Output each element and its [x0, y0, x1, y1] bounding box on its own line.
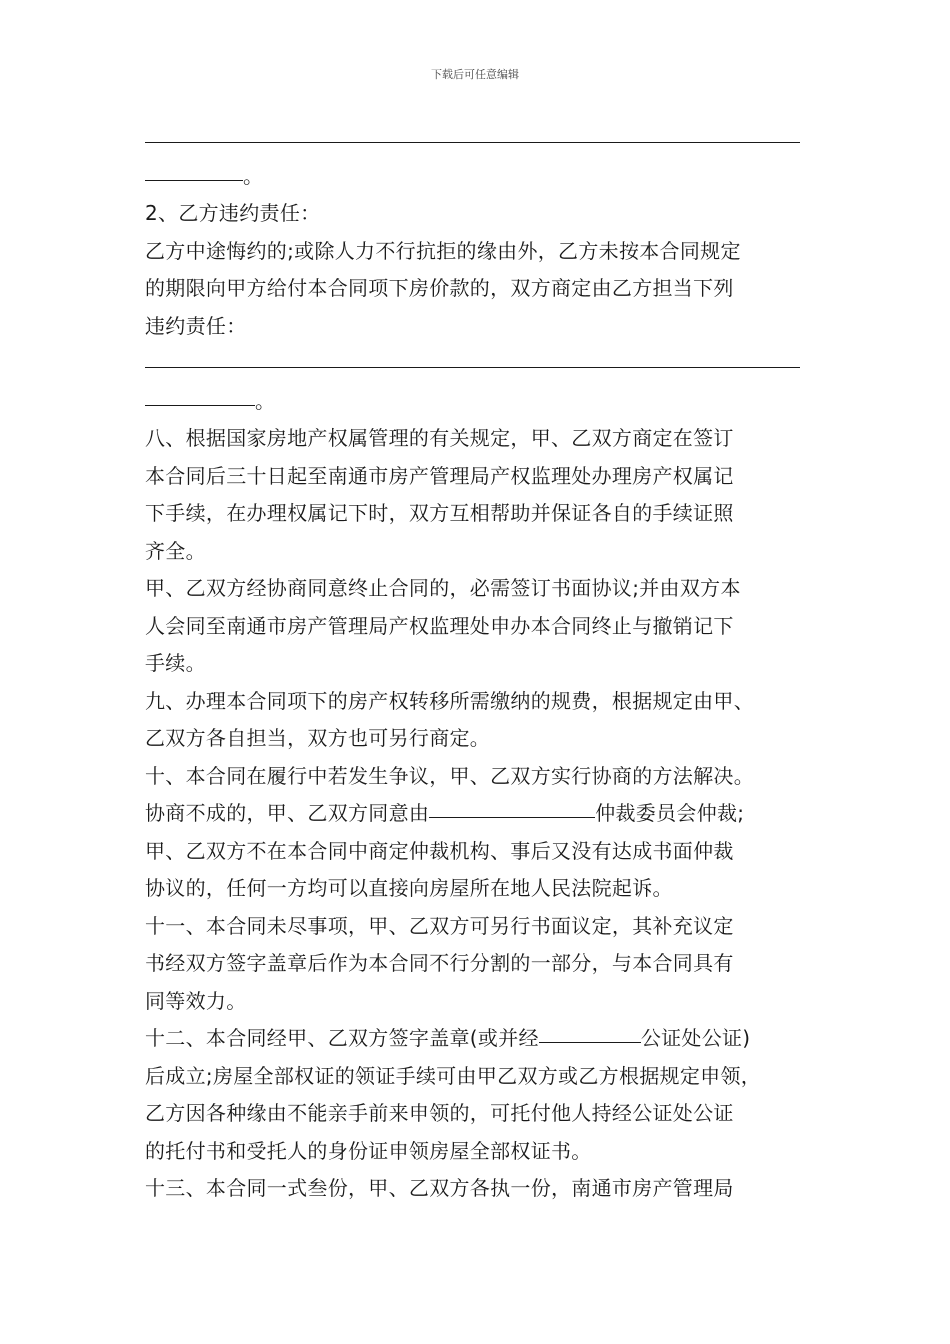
fill-blank — [145, 122, 800, 143]
fill-blank — [145, 160, 243, 181]
text-line: 下手续，在办理权属记下时，双方互相帮助并保证各自的手续证照 — [145, 501, 734, 525]
contract-body — [145, 120, 815, 1208]
text-line: 甲、乙双方不在本合同中商定仲裁机构、事后又没有达成书面仲裁 — [145, 838, 734, 863]
fill-blank — [145, 385, 255, 406]
text-segment: 公证处公证) — [640, 1026, 751, 1050]
fill-blank — [145, 347, 800, 368]
text-segment: 协商不成的，甲、乙双方同意由 — [145, 801, 430, 825]
text-segment: 十二、本合同经甲、乙双方签字盖章(或并经 — [145, 1026, 539, 1050]
text-line: 违约责任： — [145, 313, 247, 338]
text-segment: 仲裁委员会仲裁; — [595, 801, 745, 825]
text-line-with-blank — [145, 1020, 815, 1058]
period: 。 — [243, 163, 264, 188]
text-line: 十、本合同在履行中若发生争议，甲、乙双方实行协商的方法解决。 — [145, 763, 754, 788]
text-line: 书经双方签字盖章后作为本合同不行分割的一部分，与本合同具有 — [145, 951, 734, 975]
text-line: 十一、本合同未尽事项，甲、乙双方可另行书面议定，其补充议定 — [145, 913, 734, 938]
text-line: 的期限向甲方给付本合同项下房价款的，双方商定由乙方担当下列 — [145, 276, 734, 300]
text-line: 后成立;房屋全部权证的领证手续可由甲乙双方或乙方根据规定申领， — [145, 1063, 762, 1088]
text-line-with-blank — [145, 795, 815, 833]
text-line: 乙双方各自担当，双方也可另行商定。 — [145, 726, 491, 750]
page-header: 下载后可任意编辑 — [431, 68, 519, 81]
period: 。 — [255, 388, 276, 413]
blank-rule-end-line — [145, 158, 815, 196]
text-line: 乙方因各种缘由不能亲手前来申领的，可托付他人持经公证处公证 — [145, 1101, 734, 1125]
text-line: 协议的，任何一方均可以直接向房屋所在地人民法院起诉。 — [145, 876, 673, 900]
text-line: 甲、乙双方经协商同意终止合同的，必需签订书面协议;并由双方本 — [145, 576, 741, 600]
blank-rule-end-line — [145, 383, 815, 421]
text-line: 手续。 — [145, 651, 206, 675]
text-line: 同等效力。 — [145, 988, 247, 1013]
text-line: 十三、本合同一式叁份，甲、乙双方各执一份，南通市房产管理局 — [145, 1176, 734, 1200]
section-title: 2、乙方违约责任： — [145, 201, 321, 225]
text-line: 本合同后三十日起至南通市房产管理局产权监理处办理房产权属记 — [145, 463, 734, 488]
arbitration-commission-blank — [429, 797, 595, 818]
text-line: 人会同至南通市房产管理局产权监理处申办本合同终止与撤销记下 — [145, 613, 734, 638]
text-line: 的托付书和受托人的身份证申领房屋全部权证书。 — [145, 1138, 592, 1163]
blank-rule-line — [145, 345, 815, 383]
text-line: 齐全。 — [145, 538, 206, 563]
text-line: 乙方中途悔约的;或除人力不行抗拒的缘由外，乙方未按本合同规定 — [145, 238, 741, 263]
text-line: 八、根据国家房地产权属管理的有关规定，甲、乙双方商定在签订 — [145, 426, 734, 450]
notary-office-blank — [539, 1022, 641, 1043]
blank-rule-line — [145, 120, 815, 158]
text-line: 九、办理本合同项下的房产权转移所需缴纳的规费，根据规定由甲、 — [145, 688, 754, 713]
